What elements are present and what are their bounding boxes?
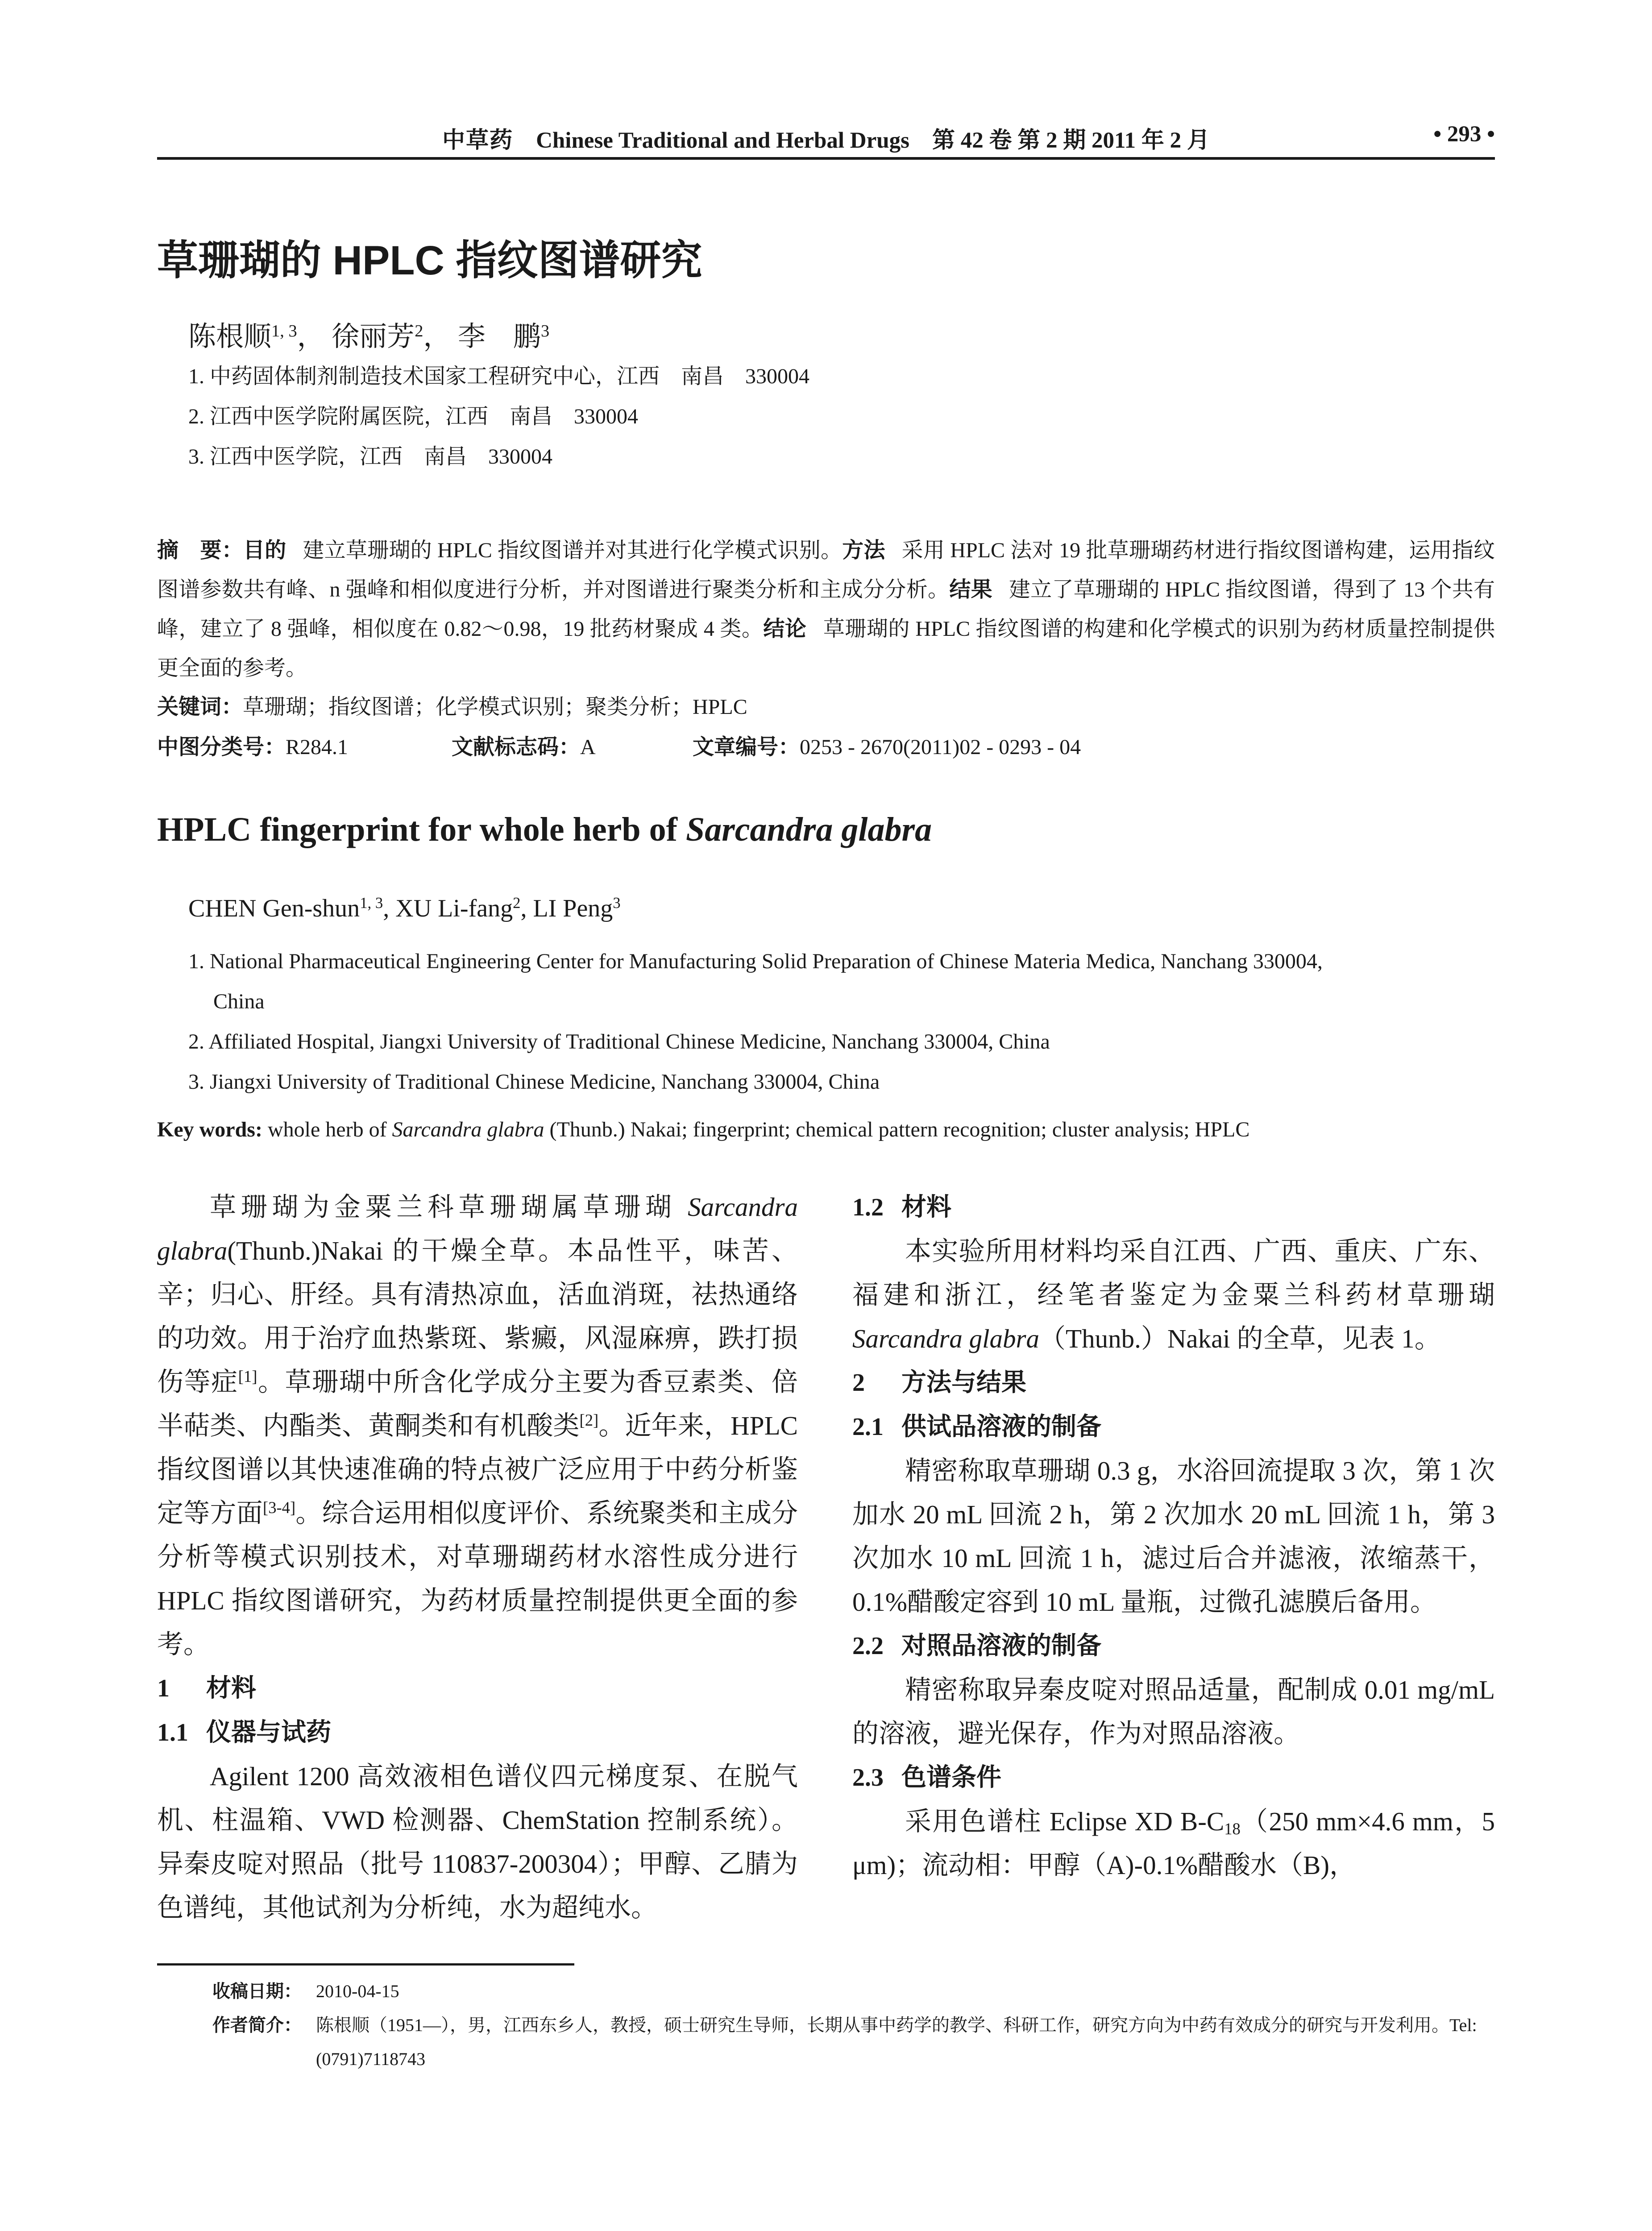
keywords-en-text: (Thunb.) Nakai; fingerprint; chemical pattern recognition; cluster analysis; HPLC	[544, 1118, 1250, 1141]
intro-text: 。近年来，HPLC 指纹图谱以其快速准确的特点被广泛应用于中药分析鉴定等方面	[157, 1411, 798, 1528]
section-number: 2.3	[852, 1764, 884, 1791]
citation-ref: [1]	[238, 1367, 257, 1385]
bio-label: 作者简介：	[212, 2015, 302, 2035]
author-name: 徐丽芳	[332, 322, 415, 352]
journal-name-en: Chinese Traditional and Herbal Drugs	[536, 128, 909, 153]
keywords-en-species: Sarcandra glabra	[392, 1118, 544, 1141]
method-text: 采用 HPLC 法对 19 批草珊瑚药材进行指纹图谱构建，运用指纹图谱参数共有峰、n 强峰和相似度进行分析，并对图谱进行聚类分析和主成分分析。	[157, 539, 1495, 601]
subsection-heading	[852, 1185, 1495, 1229]
author-affil-sup: 2	[513, 894, 521, 912]
author-separator: ，	[423, 322, 451, 352]
classification-row	[157, 730, 1081, 760]
chromatography-paragraph	[852, 1800, 1495, 1887]
class-value: R284.1	[286, 735, 349, 759]
article-number-label: 文章编号：	[693, 735, 800, 759]
keywords-en	[157, 1117, 1249, 1142]
received-label: 收稿日期：	[212, 1982, 302, 2001]
doc-code-label: 文献标志码：	[452, 735, 581, 759]
conclusion-text: 草珊瑚的 HPLC 指纹图谱的构建和化学模式的识别为药材质量控制提供更全面的参考。	[157, 617, 1495, 680]
page-number: • 293 •	[1433, 122, 1495, 147]
section-title: 材料	[901, 1193, 951, 1221]
received-date: 2010-04-15	[316, 1981, 399, 2001]
conclusion-label: 结论	[763, 617, 807, 641]
materials-text: （Thunb.）Nakai 的全草，见表 1。	[1039, 1324, 1441, 1353]
affiliation-en: 3. Jiangxi University of Traditional Chinese Medicine, Nanchang 330004, China	[188, 1070, 880, 1094]
author-separator: ，	[297, 322, 325, 352]
keywords-en-text: whole herb of	[262, 1118, 392, 1141]
author-affil-sup: 3	[613, 894, 621, 912]
subsection-heading	[852, 1624, 1495, 1668]
keywords-text: 草珊瑚；指纹图谱；化学模式识别；聚类分析；HPLC	[243, 695, 747, 719]
section-title: 仪器与试药	[206, 1718, 331, 1746]
section-number: 1.2	[852, 1194, 884, 1221]
received-date-row	[157, 1974, 1495, 2008]
doc-code-value: A	[580, 735, 596, 759]
author-separator: ,	[383, 895, 396, 922]
author-name: XU Li-fang	[395, 895, 513, 922]
keywords-label: 关键词：	[157, 695, 243, 719]
running-header	[157, 117, 1495, 160]
chromatography-text: （250 mm×4.6 mm，5 μm)；流动相：甲醇（A)-0.1%醋酸水（B)，	[852, 1807, 1495, 1880]
materials-paragraph	[852, 1229, 1495, 1360]
journal-name-cn: 中草药	[442, 127, 514, 153]
abstract-cn	[157, 531, 1495, 688]
method-label: 方法	[842, 539, 885, 562]
chromatography-text: 采用色谱柱 Eclipse XD B-C	[905, 1807, 1224, 1836]
intro-text: 。综合运用相似度评价、系统聚类和主成分分析等模式识别技术，对草珊瑚药材水溶性成分进行 HPLC 指纹图谱研究，为药材质量控制提供更全面的参考。	[157, 1498, 798, 1659]
author-affil-sup: 1, 3	[271, 321, 297, 340]
article-title-cn: 草珊瑚的 HPLC 指纹图谱研究	[157, 238, 702, 283]
objective-label: 目的	[243, 539, 286, 562]
intro-text: (Thunb.)Nakai 的干燥全草。本品性平，味苦、辛；归心、肝经。具有清热凉血，活血消斑，祛热通络的功效。用于治疗血热紫斑、紫癜，风湿麻痹，跌打损伤等症	[157, 1236, 798, 1397]
intro-text: 草珊瑚为金粟兰科草珊瑚属草珊瑚	[210, 1192, 688, 1222]
footnotes	[157, 1974, 1495, 2076]
species-name: Sarcandra glabra	[852, 1324, 1040, 1353]
citation-ref: [2]	[579, 1410, 599, 1429]
subsection-heading	[852, 1755, 1495, 1800]
body-column-left	[157, 1185, 798, 1929]
affiliation-en-cont: China	[213, 990, 265, 1013]
sample-prep-paragraph: 精密称取草珊瑚 0.3 g，水浴回流提取 3 次，第 1 次加水 20 mL 回流 2 h，第 2 次加水 20 mL 回流 1 h，第 3 次加水 10 mL 回流 1 h，滤过后合并滤液，浓缩蒸干，0.1%醋酸定容到 10 mL 量瓶，过微孔滤膜后备用。	[852, 1456, 1495, 1617]
author-affil-sup: 3	[540, 321, 550, 340]
keywords-cn	[157, 689, 747, 720]
section-number: 2.1	[852, 1413, 884, 1441]
materials-text: 本实验所用材料均采自江西、广西、重庆、广东、福建和浙江，经笔者鉴定为金粟兰科药材草珊瑚	[852, 1236, 1495, 1310]
article-number-value: 0253 - 2670(2011)02 - 0293 - 04	[800, 735, 1081, 759]
author-affil-sup: 2	[415, 321, 423, 340]
section-number: 2.2	[852, 1632, 884, 1660]
author-name: 李 鹏	[457, 322, 541, 352]
intro-text: 。草珊瑚中所含化学成分主要为香豆素类、倍半萜类、内酯类、黄酮类和有机酸类	[157, 1367, 798, 1440]
author-separator: ,	[520, 895, 533, 922]
section-title: 色谱条件	[901, 1763, 1001, 1791]
title-en-species: Sarcandra glabra	[685, 811, 932, 848]
class-label: 中图分类号：	[157, 735, 286, 759]
author-bio: 陈根顺（1951—），男，江西东乡人，教授，硕士研究生导师，长期从事中药学的教学、科研工作，研究方向为中药有效成分的研究与开发利用。Tel: (0791)7118743	[316, 2015, 1477, 2069]
result-text: 建立了草珊瑚的 HPLC 指纹图谱，得到了 13 个共有峰，建立了 8 强峰，相似度在 0.82～0.98，19 批药材聚成 4 类。	[157, 578, 1495, 641]
author-list-cn	[188, 314, 549, 354]
author-name: LI Peng	[533, 895, 613, 922]
affiliation-cn: 2. 江西中医学院附属医院，江西 南昌 330004	[188, 405, 639, 428]
author-name: 陈根顺	[188, 322, 272, 352]
citation-ref: [3-4]	[263, 1498, 296, 1517]
title-en-text: HPLC fingerprint for whole herb of	[157, 811, 686, 848]
section-number: 1	[157, 1675, 170, 1702]
subscript: 18	[1224, 1820, 1241, 1838]
author-name: CHEN Gen-shun	[188, 895, 360, 922]
footnote-rule	[157, 1963, 574, 1966]
instruments-paragraph: Agilent 1200 高效液相色谱仪四元梯度泵、在脱气机、柱温箱、VWD 检测器、ChemStation 控制系统）。异秦皮啶对照品（批号 110837-200304）；甲醇、乙腈为色谱纯，其他试剂为分析纯，水为超纯水。	[157, 1762, 798, 1922]
result-label: 结果	[949, 578, 992, 601]
section-title: 对照品溶液的制备	[901, 1631, 1101, 1659]
section-heading	[852, 1360, 1495, 1405]
species-name: Sarcandra glabra	[157, 1192, 798, 1265]
objective-text: 建立草珊瑚的 HPLC 指纹图谱并对其进行化学模式识别。	[303, 539, 843, 562]
author-affil-sup: 1, 3	[360, 894, 383, 912]
affiliation-en: 1. National Pharmaceutical Engineering Center for Manufacturing Solid Preparation of Chinese Materia Medica, Nanchang 330004,	[188, 950, 1323, 973]
affiliation-en: 2. Affiliated Hospital, Jiangxi University of Traditional Chinese Medicine, Nanchang 330004, China	[188, 1030, 1050, 1053]
article-title-en	[157, 810, 932, 849]
subsection-heading	[852, 1405, 1495, 1449]
section-title: 方法与结果	[901, 1368, 1026, 1396]
section-heading	[157, 1666, 798, 1710]
affiliation-cn: 1. 中药固体制剂制造技术国家工程研究中心，江西 南昌 330004	[188, 365, 810, 388]
journal-line	[157, 121, 1495, 154]
reference-prep-paragraph: 精密称取异秦皮啶对照品适量，配制成 0.01 mg/mL 的溶液，避光保存，作为对照品溶液。	[852, 1675, 1495, 1748]
subsection-heading	[157, 1710, 798, 1754]
section-title: 供试品溶液的制备	[901, 1412, 1101, 1440]
author-list-en	[188, 894, 621, 923]
section-title: 材料	[206, 1674, 256, 1702]
abstract-label: 摘 要：	[157, 539, 244, 562]
section-number: 2	[852, 1369, 865, 1397]
author-bio-row	[157, 2008, 1495, 2076]
body-column-right	[852, 1185, 1495, 1887]
issue-info: 第 42 卷 第 2 期 2011 年 2 月	[932, 128, 1210, 153]
intro-paragraph	[157, 1185, 798, 1666]
section-number: 1.1	[157, 1719, 188, 1746]
affiliation-cn: 3. 江西中医学院，江西 南昌 330004	[188, 445, 553, 469]
keywords-en-label: Key words:	[157, 1118, 262, 1141]
